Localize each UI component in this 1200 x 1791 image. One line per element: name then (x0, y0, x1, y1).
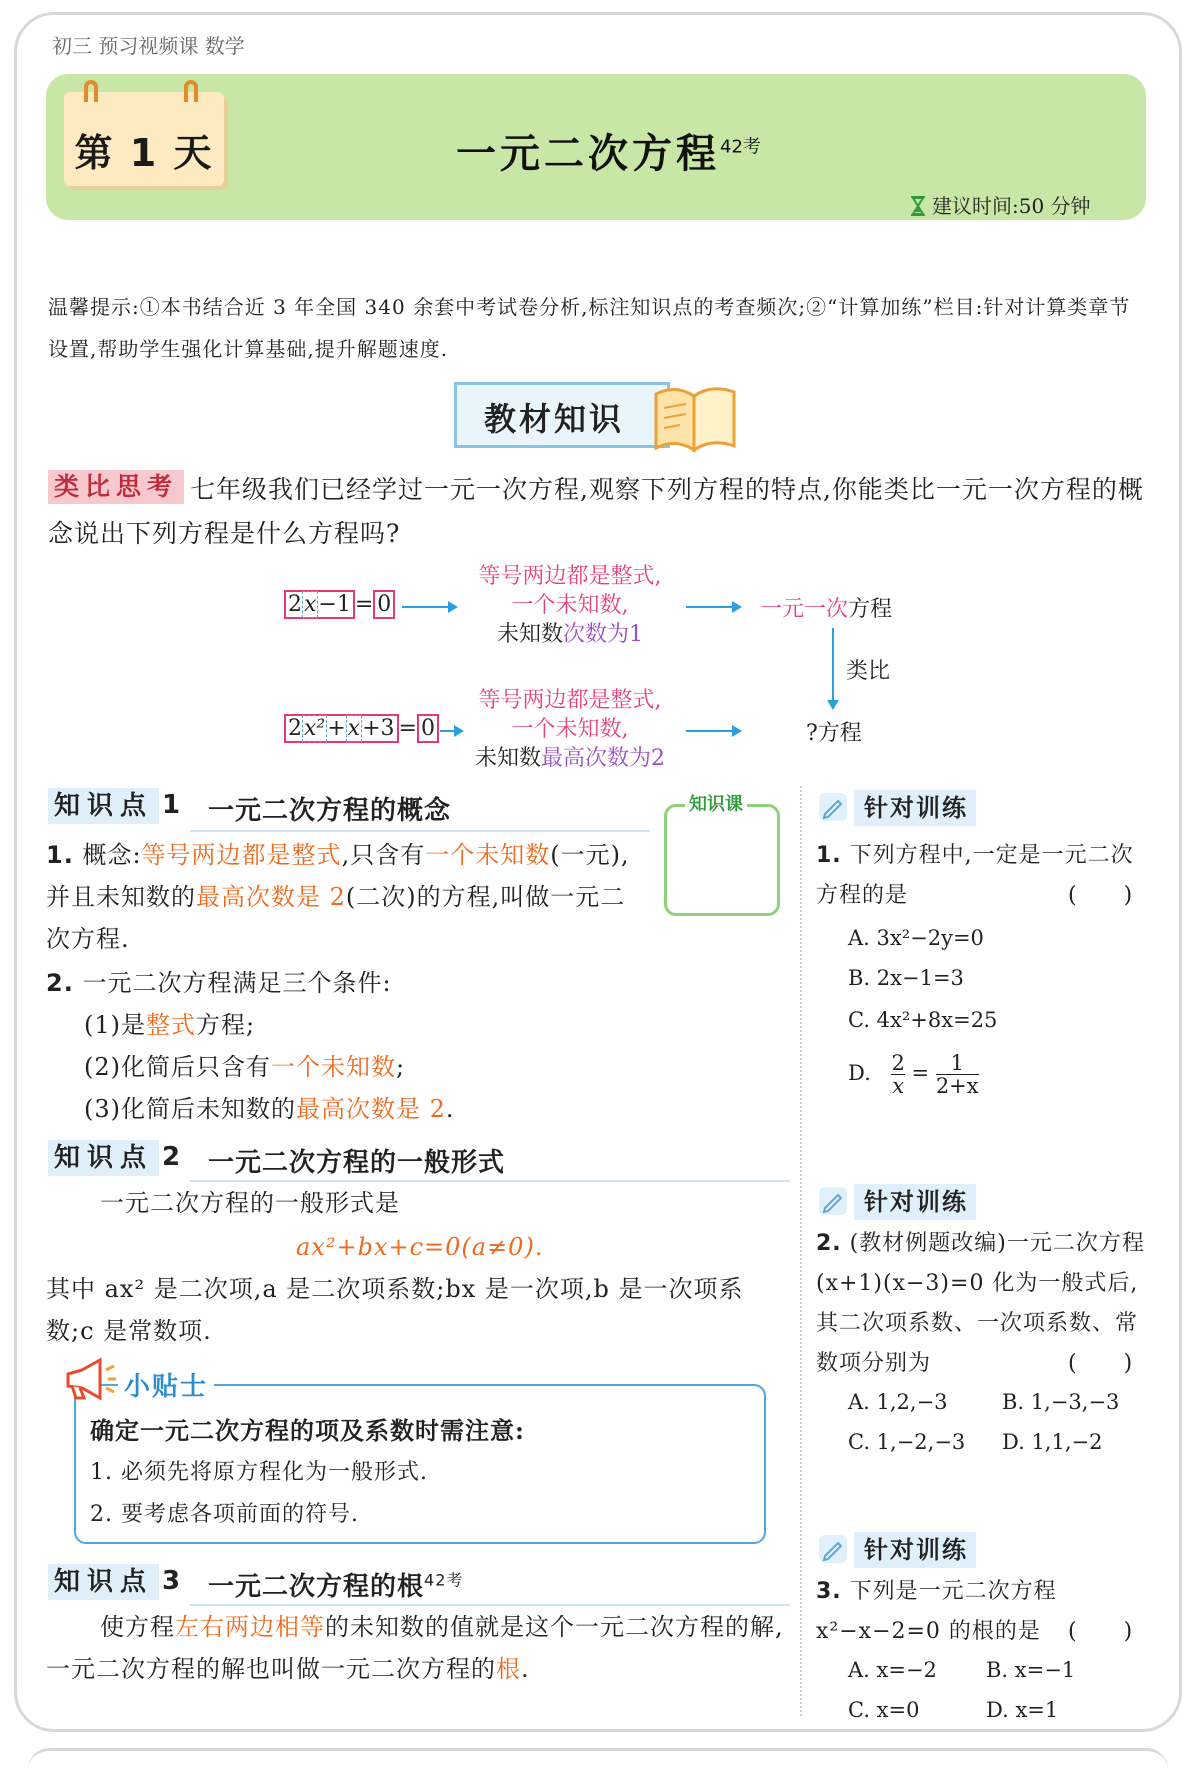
kp1-num: 1 (162, 790, 182, 820)
kp1-item1-b: 等号两边都是整式 (141, 841, 342, 869)
c3-b: 最高次数是 (296, 1095, 421, 1123)
c3-a: (3)化简后未知数的 (84, 1095, 296, 1123)
training-2-head: 针对训练 (854, 1184, 976, 1220)
next-page-edge (28, 1748, 1168, 1791)
reminder-tip: 温馨提示:①本书结合近 3 年全国 340 余套中考试卷分析,标注知识点的考查频次;②“计算加练”栏目:针对计算类章节设置,帮助学生强化计算基础,提升解题速度. (48, 295, 1131, 361)
t1-d-label: D. (848, 1061, 871, 1085)
kp3-title-text: 一元二次方程的根 (208, 1572, 425, 1602)
t2-stem: (教材例题改编)一元二次方程(x+1)(x−3)=0 化为一般式后,其二次项系数、一次项系数、常数项分别为 (816, 1231, 1145, 1376)
c1-b: 整式 (146, 1011, 196, 1039)
kp2-tag (48, 1140, 159, 1176)
kp3-paragraph (46, 1606, 786, 1690)
kp3-exam-note: 42考 (424, 1570, 464, 1590)
t3-option-b[interactable]: B. x=−1 (986, 1658, 1076, 1682)
cond1-line3-b: 次数为1 (563, 622, 643, 647)
t1-d-frac1 (891, 1052, 904, 1097)
t1-d-frac2 (936, 1052, 979, 1097)
kp3-c: 的未知数的值就是这个一元二次方程的解,一元二次方程的解也叫做一元二次方程的 (46, 1613, 784, 1683)
arrow-down-head (827, 700, 839, 710)
t3-option-d[interactable]: D. x=1 (986, 1698, 1059, 1722)
kp1-item1-c: ,只含有 (341, 841, 426, 869)
cond2-line2: 一个未知数, (511, 717, 629, 742)
kp1-item2-num: 2. (46, 969, 74, 997)
analogy-tag: 类比思考 (48, 470, 184, 504)
training-3-head: 针对训练 (854, 1532, 976, 1568)
cond1-line3-a: 未知数 (496, 622, 563, 647)
eq1-eq: = (354, 592, 374, 617)
eq2-eq: = (398, 716, 417, 741)
kp3-num: 3 (162, 1566, 182, 1596)
kp3-d: 根 (496, 1655, 521, 1683)
kp1-title: 一元二次方程的概念 (208, 796, 452, 826)
t2-option-a[interactable]: A. 1,2,−3 (848, 1390, 948, 1414)
cond1-line1: 等号两边都是整式, (478, 564, 662, 589)
eq2-x: x (347, 716, 361, 741)
result-1 (760, 592, 892, 623)
kp3-a: 使方程 (100, 1613, 175, 1641)
equation-1 (284, 592, 395, 617)
kp3-e: . (521, 1655, 530, 1683)
kp3-b: 左右两边相等 (175, 1613, 325, 1641)
kp3-title (208, 1566, 463, 1603)
eq1-rhs: 0 (373, 590, 395, 619)
day-label: 第 1 天 (74, 131, 214, 175)
kp1-tag-text: 知识点 (54, 791, 154, 821)
t1-d-den1: x (892, 1074, 905, 1098)
t3-option-a[interactable]: A. x=−2 (848, 1658, 937, 1682)
kp2-explanation: 其中 ax² 是二次项,a 是二次项系数;bx 是一次项,b 是一次项系数;c 是常数项. (46, 1275, 744, 1345)
kp1-item1-num: 1. (46, 841, 74, 869)
kp2-line1: 一元二次方程的一般形式是 (100, 1189, 400, 1217)
t1-option-b[interactable]: B. 2x−1=3 (848, 966, 964, 990)
cond1-line3 (440, 620, 700, 649)
open-book-icon (650, 378, 740, 458)
cond2-line3-b: 最高次数为2 (541, 746, 665, 771)
t1-stem: 下列方程中,一定是一元二次方程的是 (816, 843, 1134, 908)
eq2-x2: x² (304, 716, 326, 741)
kp2-title: 一元二次方程的一般形式 (208, 1148, 506, 1178)
t1-option-a[interactable]: A. 3x²−2y=0 (848, 926, 984, 950)
t3-answer-paren: ( ) (1068, 1619, 1134, 1644)
chapter-title-text: 一元二次方程 (456, 131, 720, 177)
conditions-1 (440, 562, 700, 649)
kp3-tag (48, 1564, 159, 1600)
c2-a: (2)化简后只含有 (84, 1053, 271, 1081)
eq1-box (284, 590, 355, 619)
t2-answer-paren: ( ) (1068, 1351, 1134, 1376)
t1-answer-paren: ( ) (1068, 883, 1134, 908)
arrow-right (686, 606, 740, 608)
t2-num: 2. (816, 1231, 842, 1256)
analogy-paragraph: 七年级我们已经学过一元一次方程,观察下列方程的特点,你能类比一元一次方程的概念说出下列方程是什么方程吗? (48, 475, 1144, 548)
c2-b: 一个未知数 (271, 1053, 396, 1081)
eq2-plus: + (327, 716, 346, 741)
c3-d: . (445, 1095, 455, 1123)
suggested-time-text: 建议时间:50 分钟 (932, 194, 1091, 218)
calendar-ring-icon (184, 80, 198, 102)
video-lesson-label: 知识课 (685, 790, 747, 816)
eq2-coef: 2 (288, 716, 302, 741)
pencil-icon (818, 792, 848, 822)
t3-num: 3. (816, 1579, 842, 1604)
kp1-item1-a: 概念: (82, 841, 142, 869)
t2-option-b[interactable]: B. 1,−3,−3 (1002, 1390, 1120, 1414)
arrow-down (832, 628, 834, 706)
c2-c: ; (396, 1053, 406, 1081)
t1-option-c[interactable]: C. 4x²+8x=25 (848, 1008, 998, 1032)
result1-a: 一元一次 (760, 597, 849, 622)
kp1-item2 (46, 962, 746, 1004)
kp1-condition-2 (84, 1046, 405, 1088)
cond2-line1: 等号两边都是整式, (478, 688, 662, 713)
kp2-tag-text: 知识点 (54, 1143, 154, 1173)
kp1-item1-e: (一元),并且未知数的 (46, 841, 630, 911)
result-2: ?方程 (806, 721, 862, 746)
kp2-num: 2 (162, 1142, 182, 1172)
t2-option-d[interactable]: D. 1,1,−2 (1002, 1430, 1103, 1454)
eq1-const: −1 (318, 592, 351, 617)
t1-num: 1. (816, 843, 842, 868)
kp1-item1-d: 一个未知数 (425, 841, 551, 869)
cond1-line2: 一个未知数, (511, 593, 629, 618)
kp3-tag-text: 知识点 (54, 1567, 154, 1597)
chapter-title (456, 122, 761, 179)
t1-option-d[interactable] (848, 1052, 979, 1097)
column-divider (800, 786, 802, 1716)
conditions-2 (440, 686, 700, 773)
kp1-item1-f: 最高次数是 (196, 883, 321, 911)
kp1-item1 (46, 834, 646, 960)
c1-c: 方程; (196, 1011, 256, 1039)
suggested-time (910, 190, 1091, 219)
eq2-box (284, 714, 399, 743)
cond2-line3-a: 未知数 (474, 746, 541, 771)
kp1-item2-title: 一元二次方程满足三个条件: (82, 969, 392, 997)
eq2-const: +3 (362, 716, 395, 741)
analogy-label: 类比 (846, 659, 891, 684)
kp1-tag (48, 788, 159, 824)
kp1-rule (190, 830, 650, 832)
kp1-item1-g: 2 (321, 883, 346, 911)
kp1-condition-1 (84, 1004, 255, 1046)
tips-item-2: 2. 要考虑各项前面的符号. (90, 1502, 359, 1527)
result1-b: 方程 (848, 597, 893, 622)
t3-stem: 下列是一元二次方程 x²−x−2=0 的根的是 (816, 1579, 1057, 1644)
tips-heading: 确定一元二次方程的项及系数时需注意: (90, 1416, 525, 1445)
tips-item-1: 1. 必须先将原方程化为一般形式. (90, 1460, 428, 1485)
t1-d-num1: 2 (891, 1051, 905, 1075)
eq1-coef: 2 (288, 592, 302, 617)
section-heading: 教材知识 (483, 400, 624, 438)
pencil-icon (818, 1186, 848, 1216)
exam-count-note: 42考 (720, 136, 761, 158)
c1-a: (1)是 (84, 1011, 146, 1039)
t1-d-den2: 2+x (935, 1074, 979, 1098)
t2-option-c[interactable]: C. 1,−2,−3 (848, 1430, 966, 1454)
kp1-item1-h: (二次)的方程,叫做一元二次方程. (46, 883, 626, 953)
pencil-icon (818, 1534, 848, 1564)
eq2-rhs: 0 (417, 714, 439, 743)
eq1-x: x (304, 592, 317, 617)
megaphone-icon (62, 1358, 118, 1402)
running-head: 初三 预习视频课 数学 (52, 34, 245, 58)
hourglass-icon (910, 195, 926, 217)
cond2-line3 (440, 744, 700, 773)
arrow-right (686, 730, 740, 732)
t1-d-num2: 1 (950, 1051, 964, 1075)
video-lesson-box[interactable] (664, 804, 780, 916)
tips-title: 小贴士 (118, 1366, 214, 1403)
calendar-ring-icon (84, 80, 98, 102)
t1-d-eq: = (911, 1061, 930, 1085)
t3-option-c[interactable]: C. x=0 (848, 1698, 920, 1722)
kp1-condition-3 (84, 1088, 455, 1130)
equation-2 (284, 716, 439, 741)
c3-c: 2 (421, 1095, 446, 1123)
training-1-head: 针对训练 (854, 790, 976, 826)
general-form-formula: ax²+bx+c=0(a≠0). (296, 1233, 544, 1261)
